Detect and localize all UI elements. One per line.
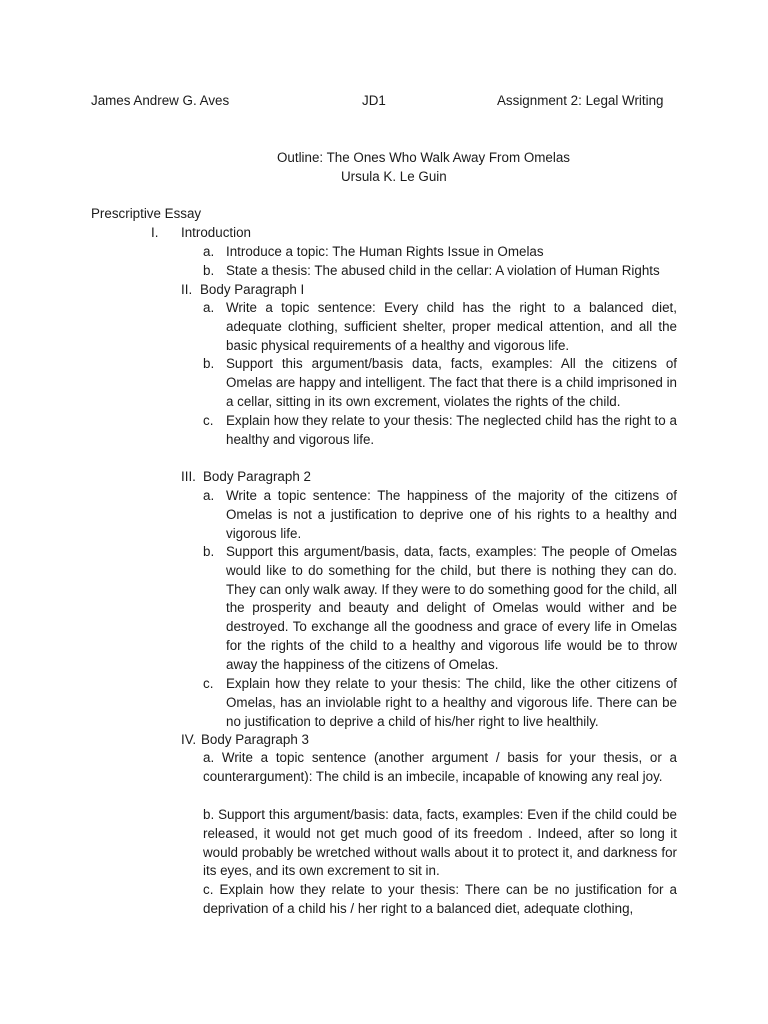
assignment-title: Assignment 2: Legal Writing: [497, 93, 664, 108]
section-numeral: III.: [181, 469, 196, 484]
essay-type: Prescriptive Essay: [91, 206, 202, 221]
item-text: Explain how they relate to your thesis: The neglected child has the right to a healthy and vigorous life.: [226, 413, 677, 447]
item-label: a.: [203, 300, 215, 315]
item-text: Support this argument/basis: data, facts, examples: Even if the child could be released, it would not get much good of its freedom . Indeed, after so long it would probably be wretched without walls about it to protect it, and darkness for its eyes, and its own excrement to sit in.: [203, 807, 677, 879]
item-text: Write a topic sentence: Every child has the right to a balanced diet, adequate clothing, sufficient shelter, proper medical attention, and all the basic physical requirements of a healthy and vigorous life.: [226, 300, 677, 353]
item-text: Support this argument/basis data, facts, examples: All the citizens of Omelas are happy and intelligent. The fact that there is a child imprisoned in a cellar, sitting in its own excrement, violates the rights of the child.: [226, 356, 677, 409]
item-label: c.: [203, 413, 214, 428]
section-numeral: I.: [151, 225, 159, 240]
section-numeral: IV.: [181, 732, 197, 747]
item-block: [203, 881, 677, 919]
item-text: Support this argument/basis, data, facts, examples: The people of Omelas would like to do something for the child, but there is nothing they can do. They can only walk away. If they were to do something good for the child, all the prosperity and beauty and delight of Omelas would wither and be destroyed. To exchange all the goodness and grace of every life in Omelas for the rights of the child to a healthy and vigorous life would be to throw away the happiness of the citizens of Omelas.: [226, 544, 677, 672]
section-heading: Body Paragraph 2: [203, 469, 311, 484]
item-label: a.: [203, 488, 215, 503]
item-label: a.: [203, 750, 215, 765]
item-text: Write a topic sentence (another argument / basis for your thesis, or a counterargument): The child is an imbecile, incapable of knowing any real joy.: [203, 750, 677, 784]
item-text: State a thesis: The abused child in the cellar: A violation of Human Rights: [226, 263, 660, 278]
section-heading: Body Paragraph I: [200, 282, 305, 297]
item-block: [203, 806, 677, 881]
item-text: Write a topic sentence: The happiness of the majority of the citizens of Omelas is not a justification to deprive one of his rights to a healthy and vigorous life.: [226, 488, 677, 541]
item-label: c.: [203, 676, 214, 691]
item-label: b.: [203, 807, 215, 822]
section-heading: Body Paragraph 3: [201, 732, 309, 747]
item-text: Explain how they relate to your thesis: There can be no justification for a deprivation of a child his / her right to a balanced diet, adequate clothing,: [203, 882, 677, 916]
item-label: b.: [203, 544, 215, 559]
item-label: a.: [203, 244, 215, 259]
section-heading: Introduction: [181, 225, 251, 240]
section-numeral: II.: [181, 282, 193, 297]
outline-author: Ursula K. Le Guin: [341, 169, 447, 184]
class-code: JD1: [362, 93, 386, 108]
author-name: James Andrew G. Aves: [91, 93, 230, 108]
item-text: Introduce a topic: The Human Rights Issue in Omelas: [226, 244, 544, 259]
item-text: Explain how they relate to your thesis: The child, like the other citizens of Omelas, has an inviolable right to a healthy and vigorous life. There can be no justification to deprive a child of his/her right to live healthily.: [226, 676, 677, 729]
outline-title: Outline: The Ones Who Walk Away From Omelas: [277, 150, 570, 165]
item-label: b.: [203, 356, 215, 371]
item-label: c.: [203, 882, 214, 897]
item-label: b.: [203, 263, 215, 278]
item-block: [203, 749, 677, 787]
